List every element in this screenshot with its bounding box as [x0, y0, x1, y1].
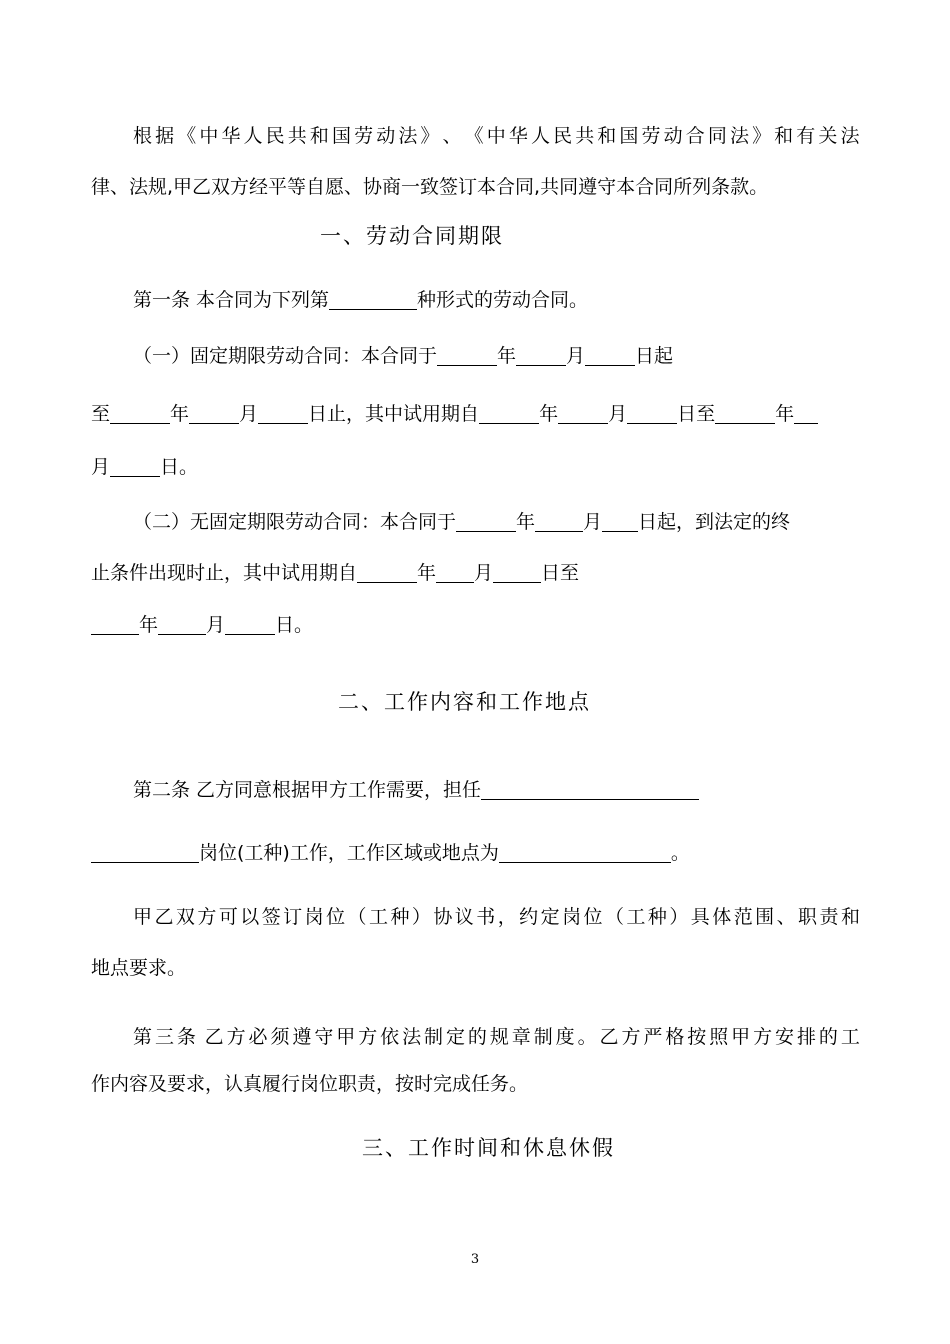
text-char: 守 [314, 1026, 334, 1048]
text-char: 方 [197, 906, 217, 928]
text-char: 定 [445, 1026, 465, 1048]
article-3-line-1 [133, 1025, 860, 1049]
text-char: ， [497, 906, 517, 928]
section-2-title: 二、工作内容和工作地点 [338, 690, 591, 714]
text-char: 规 [489, 1026, 509, 1048]
text-char: （ [604, 906, 624, 928]
text-char: 乙 [204, 1026, 224, 1048]
end-day-blank[interactable] [258, 403, 308, 424]
text-char: 三 [154, 1026, 174, 1048]
text-char: 人 [530, 125, 550, 147]
text-char: 中 [199, 125, 219, 147]
text-char: 种 [390, 906, 410, 928]
trial-start-month-blank[interactable] [558, 403, 608, 424]
text-char: 围 [755, 906, 775, 928]
text-char: 。 [577, 1026, 597, 1048]
text-char: 劳 [641, 125, 661, 147]
text-char: 依 [380, 1026, 400, 1048]
section-3-title: 三、工作时间和休息休假 [362, 1136, 615, 1160]
text-char: 排 [796, 1026, 816, 1048]
text-char: 的 [818, 1026, 838, 1048]
start-year-blank[interactable] [437, 345, 497, 366]
text-char: 共 [287, 125, 307, 147]
text-char: 位 [326, 906, 346, 928]
text-char: 方 [226, 1026, 246, 1048]
text-char: 《 [464, 125, 484, 147]
text-char: 、 [776, 906, 796, 928]
text-char: 制 [533, 1026, 553, 1048]
job-type-blank[interactable] [91, 842, 199, 863]
text-char: 度 [555, 1026, 575, 1048]
text-char: 法 [398, 125, 418, 147]
intro-paragraph-line-1 [133, 124, 860, 148]
text-char: 责 [819, 906, 839, 928]
text-char: 甲 [336, 1026, 356, 1048]
text-char: 严 [643, 1026, 663, 1048]
text-char: 和 [840, 906, 860, 928]
text-char: 岗 [304, 906, 324, 928]
text-char: 合 [685, 125, 705, 147]
text-char: 华 [508, 125, 528, 147]
text-char: 动 [376, 125, 396, 147]
text-char: 《 [177, 125, 197, 147]
text-char: 甲 [133, 906, 153, 928]
text-char: （ [347, 906, 367, 928]
text-char: 工 [840, 1026, 860, 1048]
article-1: 第一条 本合同为下列第 种形式的劳动合同。 [133, 289, 589, 311]
text-char: 甲 [731, 1026, 751, 1048]
agreement-paragraph-line-1 [133, 905, 860, 929]
contract-type-blank[interactable] [329, 289, 417, 310]
text-char: 岗 [562, 906, 582, 928]
text-char: 遵 [292, 1026, 312, 1048]
fixed-term-line-1: （一）固定期限劳动合同：本合同于 年 月 日起 [133, 345, 674, 367]
text-char: 国 [331, 125, 351, 147]
text-char: 第 [133, 1026, 153, 1048]
text-char: 动 [663, 125, 683, 147]
text-char: 的 [467, 1026, 487, 1048]
text-char: 方 [753, 1026, 773, 1048]
text-char: 民 [265, 125, 285, 147]
text-char: 工 [626, 906, 646, 928]
open-term-line-3: 年 月 日。 [91, 613, 860, 637]
text-char: 必 [248, 1026, 268, 1048]
text-char: 关 [818, 125, 838, 147]
text-char: 乙 [599, 1026, 619, 1048]
text-char: 和 [597, 125, 617, 147]
text-char: 书 [476, 906, 496, 928]
text-char: 》 [420, 125, 440, 147]
text-char: 法 [840, 125, 860, 147]
text-char: 华 [221, 125, 241, 147]
text-char: 国 [619, 125, 639, 147]
intro-paragraph-line-2: 律、法规,甲乙双方经平等自愿、协商一致签订本合同,共同遵守本合同所列条款。 [91, 176, 769, 198]
text-char: 协 [433, 906, 453, 928]
text-char: 劳 [354, 125, 374, 147]
text-char: 范 [733, 906, 753, 928]
text-char: 和 [309, 125, 329, 147]
open-trial-start-day-blank[interactable] [493, 562, 541, 583]
page-number: 3 [470, 1252, 480, 1267]
open-start-year-blank[interactable] [456, 511, 516, 532]
text-char: 约 [519, 906, 539, 928]
text-char: 和 [774, 125, 794, 147]
open-trial-end-month-blank[interactable] [158, 614, 206, 635]
end-year-blank[interactable] [110, 403, 170, 424]
text-char: 法 [402, 1026, 422, 1048]
text-char: 体 [712, 906, 732, 928]
work-location-blank[interactable] [499, 842, 671, 863]
fixed-term-line-3: 月 日。 [91, 456, 199, 478]
open-trial-start-year-blank[interactable] [357, 562, 417, 583]
text-char: 乙 [154, 906, 174, 928]
text-char: 职 [798, 906, 818, 928]
end-month-blank[interactable] [189, 403, 239, 424]
text-char: 有 [796, 125, 816, 147]
text-char: 同 [707, 125, 727, 147]
agreement-paragraph-line-2: 地点要求。 [91, 957, 187, 979]
open-trial-start-month-blank[interactable] [436, 562, 474, 583]
text-char: 可 [218, 906, 238, 928]
text-char: 共 [575, 125, 595, 147]
open-term-line-1: （二）无固定期限劳动合同：本合同于 年 月 日起，到法定的终 [133, 511, 791, 533]
text-char: 制 [424, 1026, 444, 1048]
section-1-title: 一、劳动合同期限 [320, 224, 504, 248]
text-char: 签 [261, 906, 281, 928]
start-month-blank[interactable] [516, 345, 566, 366]
trial-end-month-blank[interactable] [110, 456, 160, 477]
text-char: 根 [133, 125, 153, 147]
article-2-line-1: 第二条 乙方同意根据甲方工作需要，担任 [133, 778, 860, 802]
text-char: 定 [540, 906, 560, 928]
text-char: 法 [729, 125, 749, 147]
position-blank[interactable] [481, 779, 699, 800]
text-char: 安 [775, 1026, 795, 1048]
text-char: 照 [709, 1026, 729, 1048]
text-char: 据 [155, 125, 175, 147]
text-char: 、 [442, 125, 462, 147]
text-char: 须 [270, 1026, 290, 1048]
text-char: 以 [240, 906, 260, 928]
text-char: 工 [368, 906, 388, 928]
fixed-term-line-2: 至 年 月 日止，其中试用期自 年 月 日至 年 [91, 402, 860, 426]
text-char: ） [669, 906, 689, 928]
text-char: 议 [454, 906, 474, 928]
text-char: 格 [665, 1026, 685, 1048]
start-day-blank[interactable] [585, 345, 635, 366]
trial-end-year-overflow-blank[interactable] [794, 403, 818, 424]
text-char: 人 [243, 125, 263, 147]
text-char: 种 [647, 906, 667, 928]
text-char: 方 [621, 1026, 641, 1048]
text-char: 按 [687, 1026, 707, 1048]
text-char: 方 [358, 1026, 378, 1048]
open-trial-end-day-blank[interactable] [225, 614, 275, 635]
text-char: 条 [176, 1026, 196, 1048]
text-char: ） [411, 906, 431, 928]
text-char: 具 [690, 906, 710, 928]
trial-start-year-blank[interactable] [479, 403, 539, 424]
article-3-line-2: 作内容及要求，认真履行岗位职责，按时完成任务。 [91, 1073, 529, 1095]
open-trial-end-year-blank[interactable] [91, 614, 139, 635]
text-char: 双 [175, 906, 195, 928]
text-char: 民 [553, 125, 573, 147]
open-term-line-2: 止条件出现时止，其中试用期自 年 月 日至 [91, 562, 580, 584]
text-char: 订 [283, 906, 303, 928]
text-char: 章 [511, 1026, 531, 1048]
text-char: 位 [583, 906, 603, 928]
article-2-line-2: 岗位(工种)工作，工作区域或地点为 。 [91, 841, 860, 865]
text-char: 中 [486, 125, 506, 147]
trial-end-year-blank[interactable] [715, 403, 775, 424]
open-start-month-blank[interactable] [535, 511, 583, 532]
open-start-day-blank[interactable] [602, 511, 638, 532]
text-char: 》 [752, 125, 772, 147]
trial-start-day-blank[interactable] [627, 403, 677, 424]
